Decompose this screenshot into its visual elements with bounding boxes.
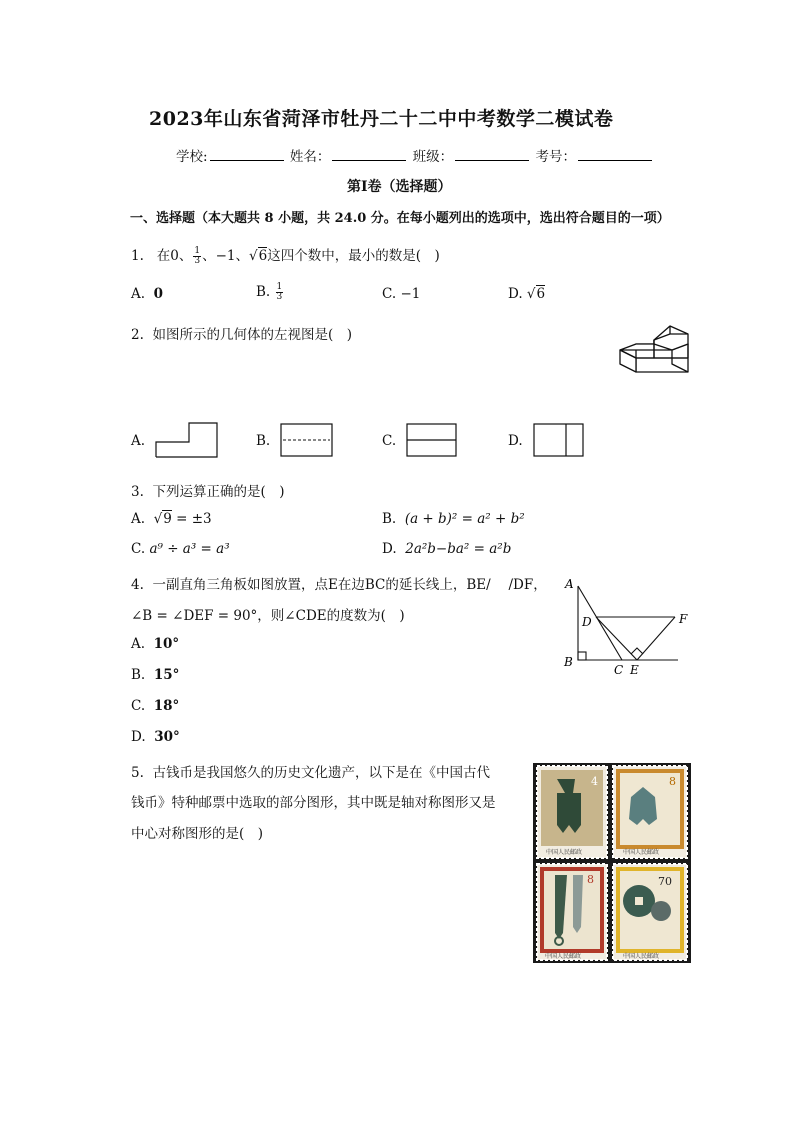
option-label: D. xyxy=(508,433,523,449)
q4-triangle-figure xyxy=(558,574,694,678)
question-number: 4. xyxy=(131,577,144,593)
stamp-1 xyxy=(537,766,607,858)
option-value: 15° xyxy=(153,667,180,683)
option-label: B. xyxy=(256,433,271,449)
option-label: A. xyxy=(131,636,146,652)
stamp-1-country: 中国人民邮政 xyxy=(546,849,583,856)
option-label: B. xyxy=(382,511,397,527)
option-sqrt-value: 6 xyxy=(536,286,546,302)
option-value: 18° xyxy=(153,698,180,714)
option-expr: (a + b)² = a² + b² xyxy=(404,511,525,527)
q4-option-c[interactable] xyxy=(131,698,179,714)
q3-option-c[interactable] xyxy=(131,541,230,557)
question-4-line2: ∠B = ∠DEF = 90°，则∠CDE的度数为( ) xyxy=(131,608,405,624)
option-label: B. xyxy=(256,284,271,300)
exam-no-label: 考号： xyxy=(535,149,576,165)
option-label: A. xyxy=(131,286,146,302)
stamp-1-value: 4 xyxy=(591,775,598,788)
question-text: 下列运算正确的是( ) xyxy=(152,484,285,500)
q2-view-c xyxy=(406,423,458,458)
class-label: 班级： xyxy=(412,149,454,165)
name-field[interactable] xyxy=(332,148,406,161)
section-heading: 一、选择题（本大题共 8 小题，共 24.0 分。在每小题列出的选项中，选出符合题目的一项） xyxy=(130,211,670,226)
option-label: C. xyxy=(131,541,146,557)
name-label: 姓名： xyxy=(289,149,331,165)
option-expr: 2a²b−ba² = a²b xyxy=(405,541,512,557)
question-number: 5. xyxy=(131,765,144,781)
question-5 xyxy=(131,761,490,781)
q4-option-a[interactable] xyxy=(131,636,179,652)
stamp-4-country: 中国人民邮政 xyxy=(623,953,660,960)
class-field[interactable] xyxy=(455,148,529,161)
school-label: 学校: xyxy=(176,149,208,165)
stamp-2 xyxy=(613,766,687,858)
q3-option-b[interactable] xyxy=(382,511,525,527)
q2-solid-figure xyxy=(618,322,692,376)
option-label: B. xyxy=(131,667,146,683)
question-5-line3: 中心对称图形的是( ) xyxy=(131,826,264,842)
q2-option-d[interactable] xyxy=(508,433,523,449)
student-info-line xyxy=(176,145,654,165)
question-4 xyxy=(131,573,547,593)
stamp-3-value: 8 xyxy=(587,873,594,886)
q2-option-c[interactable] xyxy=(382,433,396,449)
question-text-line1: 古钱币是我国悠久的历史文化遗产，以下是在《中国古代 xyxy=(152,765,490,781)
label-B: B xyxy=(564,655,573,669)
option-label: C. xyxy=(131,698,146,714)
label-D: D xyxy=(582,615,592,629)
question-number: 2. xyxy=(131,327,144,343)
q1-option-a[interactable] xyxy=(131,286,163,302)
label-C: C xyxy=(614,663,624,677)
question-text: 如图所示的几何体的左视图是( ) xyxy=(152,327,353,343)
question-text-line1: 一副直角三角板如图放置，点E在边BC的延长线上，BE/ /DF， xyxy=(152,577,547,593)
part-title: 第I卷（选择题） xyxy=(347,179,452,195)
q1-frac-num: 1 xyxy=(194,246,201,256)
option-label: D. xyxy=(131,729,146,745)
q1-frac-den: 3 xyxy=(194,256,201,266)
stamp-3 xyxy=(537,864,607,960)
option-label: D. xyxy=(382,541,397,557)
question-number: 1. xyxy=(131,248,144,264)
question-number: 3. xyxy=(131,484,144,500)
stamp-2-value: 8 xyxy=(669,775,676,788)
q2-option-b[interactable] xyxy=(256,433,270,449)
q1-text-suffix: 这四个数中，最小的数是( ) xyxy=(267,248,440,264)
q2-view-b xyxy=(280,423,334,458)
question-2 xyxy=(131,323,352,343)
stamp-2-country: 中国人民邮政 xyxy=(623,849,660,856)
q2-option-a[interactable] xyxy=(131,433,145,449)
option-value: 30° xyxy=(154,729,180,745)
q3-option-a[interactable]: A. √9 = ±3 xyxy=(131,511,212,527)
option-label: C. xyxy=(382,286,397,302)
option-label: C. xyxy=(382,433,397,449)
q1-sqrt: √6 xyxy=(249,248,268,264)
q1-option-b[interactable] xyxy=(256,283,284,302)
frac-num: 1 xyxy=(276,282,283,292)
stamp-3-country: 中国人民邮政 xyxy=(545,953,582,960)
label-E: E xyxy=(630,663,639,677)
exam-title: 2023年山东省菏泽市牡丹二十二中中考数学二模试卷 xyxy=(149,108,614,130)
q4-option-b[interactable] xyxy=(131,667,179,683)
stamp-4-value: 70 xyxy=(658,875,672,888)
q1-option-d[interactable]: D. √6 xyxy=(508,286,546,302)
option-label: D. xyxy=(508,286,523,302)
frac-den: 3 xyxy=(276,292,283,302)
school-field[interactable] xyxy=(210,148,284,161)
q2-view-d xyxy=(533,423,585,458)
option-label: A. xyxy=(131,511,146,527)
question-5-line2: 钱币》特种邮票中选取的部分图形，其中既是轴对称图形又是 xyxy=(131,795,496,811)
label-F: F xyxy=(679,612,688,626)
stamp-4 xyxy=(613,864,687,960)
question-3 xyxy=(131,480,285,500)
q4-option-d[interactable] xyxy=(131,729,180,745)
option-value: −1 xyxy=(400,286,421,302)
option-sqrt-value: 9 xyxy=(163,511,172,527)
option-fraction xyxy=(276,283,284,302)
option-expr: = ±3 xyxy=(176,511,212,527)
option-value: 0 xyxy=(153,286,164,302)
q1-fraction xyxy=(193,247,201,266)
q1-text-mid: 、−1、 xyxy=(202,248,249,264)
option-value: 10° xyxy=(153,636,180,652)
question-1 xyxy=(131,244,440,266)
q1-option-c[interactable] xyxy=(382,286,420,302)
q1-sqrt-value: 6 xyxy=(258,248,268,264)
q1-text-prefix: 在0、 xyxy=(156,248,193,264)
option-expr: a⁹ ÷ a³ = a³ xyxy=(149,541,230,557)
q3-option-d[interactable] xyxy=(382,541,511,557)
option-label: A. xyxy=(131,433,146,449)
q2-view-a xyxy=(155,422,219,458)
label-A: A xyxy=(565,577,574,591)
exam-no-field[interactable] xyxy=(578,148,652,161)
q5-stamps-image xyxy=(533,763,691,963)
